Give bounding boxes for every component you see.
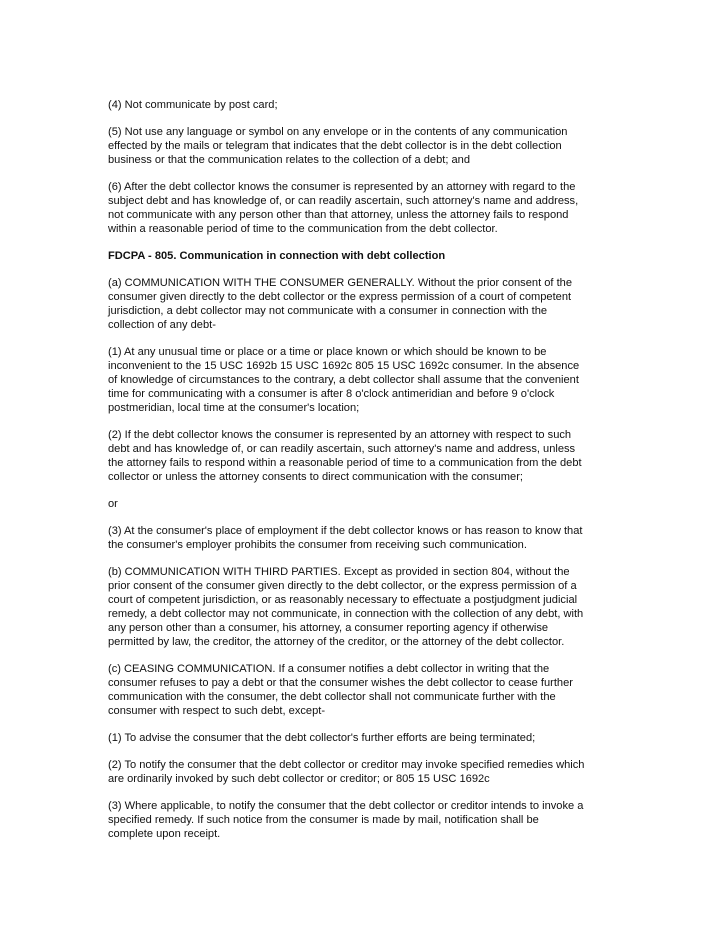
paragraph-subsection-c: (c) CEASING COMMUNICATION. If a consumer notifies a debt collector in writing that the consumer refuses to pay a debt or that the consumer wishes the debt collector to cease further communication with the consumer, the debt collector shall not communicate further with the consumer with respect to such debt, except- bbox=[108, 663, 573, 717]
paragraph-item-6: (6) After the debt collector knows the consumer is represented by an attorney with regard to the subject debt and has knowledge of, or can readily ascertain, such attorney's name and address, not communicate with any person other than that attorney, unless the attorney fails to respond within a reasonable period of time to the communication from the debt collector. bbox=[108, 181, 579, 235]
paragraph-c-3: (3) Where applicable, to notify the consumer that the debt collector or creditor intends to invoke a specified remedy. If such notice from the consumer is made by mail, notification shall be complete upon receipt. bbox=[108, 800, 584, 840]
paragraph-a-1: (1) At any unusual time or place or a time or place known or which should be known to be inconvenient to the 15 USC 1692b 15 USC 1692c 805 15 USC 1692c consumer. In the absence of knowledge of circumstances to the contrary, a debt collector shall assume that the convenient time for communicating with a consumer is after 8 o'clock antimeridian and before 9 o'clock postmeridian, local time at the consumer's location; bbox=[108, 346, 580, 414]
paragraph-a-2: (2) If the debt collector knows the consumer is represented by an attorney with respect to such debt and has knowledge of, or can readily ascertain, such attorney's name and address, unless the attorney fails to respond within a reasonable period of time to a communication from the debt collector or unless the attorney consents to direct communication with the consumer; bbox=[108, 429, 582, 483]
paragraph-subsection-b: (b) COMMUNICATION WITH THIRD PARTIES. Except as provided in section 804, without the prior consent of the consumer given directly to the debt collector, or the express permission of a court of competent jurisdiction, or as reasonably necessary to effectuate a postjudgment judicial remedy, a debt collector may not communicate, in connection with the collection of any debt, with any person other than a consumer, his attorney, a consumer reporting agency if otherwise permitted by law, the creditor, the attorney of the creditor, or the attorney of the debt collector. bbox=[108, 566, 584, 648]
section-heading: FDCPA - 805. Communication in connection with debt collection bbox=[108, 250, 446, 262]
paragraph-a-3: (3) At the consumer's place of employment if the debt collector knows or has reason to know that the consumer's employer prohibits the consumer from receiving such communication. bbox=[108, 525, 583, 551]
paragraph-subsection-a: (a) COMMUNICATION WITH THE CONSUMER GENERALLY. Without the prior consent of the consumer given directly to the debt collector or the express permission of a court of competent jurisdiction, a debt collector may not communicate with a consumer in connection with the collection of any debt- bbox=[108, 277, 572, 331]
document-page bbox=[108, 98, 623, 854]
paragraph-c-1: (1) To advise the consumer that the debt collector's further efforts are being terminated; bbox=[108, 732, 536, 744]
paragraph-item-4: (4) Not communicate by post card; bbox=[108, 99, 278, 111]
paragraph-c-2: (2) To notify the consumer that the debt collector or creditor may invoke specified remedies which are ordinarily invoked by such debt collector or creditor; or 805 15 USC 1692c bbox=[108, 759, 585, 785]
paragraph-or: or bbox=[108, 498, 118, 510]
paragraph-item-5: (5) Not use any language or symbol on any envelope or in the contents of any communication effected by the mails or telegram that indicates that the debt collector is in the debt collection business or that the communication relates to the collection of a debt; and bbox=[108, 126, 568, 166]
